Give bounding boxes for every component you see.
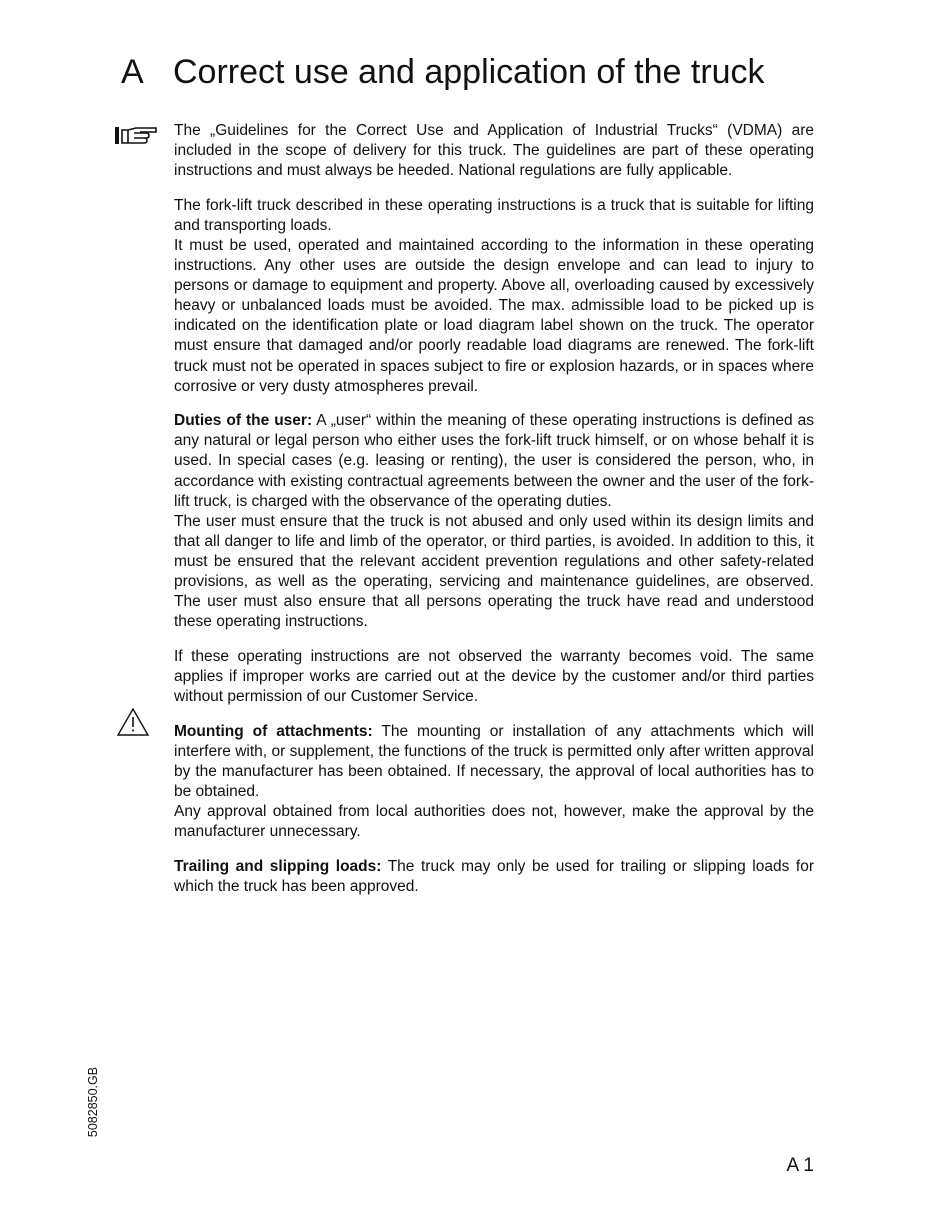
warning-triangle-icon [116, 707, 150, 737]
trailing-label: Trailing and slipping loads: [174, 857, 382, 875]
warranty-warning: If these operating instructions are not observed the warranty becomes void. The same applies if improper works are carried out at the device by the customer and/or third parties without permission of our Customer Service. [174, 647, 814, 705]
content-body [174, 121, 814, 897]
duties-label: Duties of the user: [174, 412, 313, 430]
mounting-paragraph [174, 722, 814, 802]
trailing-text: The truck may only be used for trailing or slipping loads for which the truck has been approved. [174, 857, 814, 895]
mounting-label: Mounting of attachments: [174, 722, 373, 740]
chapter-title: Correct use and application of the truck [173, 53, 765, 91]
page-number: A 1 [786, 1155, 814, 1176]
mounting-text: The mounting or installation of any attachments which will interfere with, or supplement, the functions of the truck is permitted only after written approval by the manufacturer has been obtained. If necessary, the approval of local authorities has to be obtained. [174, 722, 814, 800]
intended-use-paragraph: The fork-lift truck described in these operating instructions is a truck that is suitable for lifting and transporting loads. [174, 196, 814, 234]
trailing-paragraph [174, 857, 814, 897]
guidelines-note: The „Guidelines for the Correct Use and Application of Industrial Trucks“ (VDMA) are included in the scope of delivery for this truck. The guidelines are part of these operating instructions and must always be heeded. National regulations are fully applicable. [174, 122, 814, 180]
pointing-hand-icon [114, 124, 158, 148]
chapter-letter: A [121, 53, 144, 91]
duties-paragraph [174, 411, 814, 511]
page-title [121, 50, 881, 94]
approval-paragraph: Any approval obtained from local authorities does not, however, make the approval by the manufacturer unnecessary. [174, 802, 814, 840]
operation-paragraph: It must be used, operated and maintained according to the information in these operating instructions. Any other uses are outside the design envelope and can lead to injury to persons or damage to equipment and property. Above all, overloading caused by excessively heavy or unbalanced loads must be avoided. The max. admissible load to be picked up is indicated on the identification plate or load diagram label shown on the truck. The operator must ensure that damaged and/or poorly readable load diagrams are renewed. The fork-lift truck must not be operated in spaces subject to fire or explosion hazards, or in spaces where corrosive or very dusty atmospheres prevail. [174, 236, 814, 395]
duties-text: A „user“ within the meaning of these operating instructions is defined as any natural or legal person who either uses the fork-lift truck himself, or on whose behalf it is used. In special cases (e.g. leasing or renting), the user is considered the person, who, in accordance with existing contractual agreements between the owner and the user of the fork-lift truck, is charged with the observance of the operating duties. [174, 412, 814, 510]
user-obligations-paragraph: The user must ensure that the truck is not abused and only used within its design limits and that all danger to life and limb of the operator, or third parties, is avoided. In addition to this, it must be ensured that the relevant accident prevention regulations and other safety-related provisions, as well as the operating, servicing and maintenance guidelines, are observed. The user must also ensure that all persons operating the truck have read and understood these operating instructions. [174, 512, 814, 631]
document-number: 5082850.GB [86, 1066, 100, 1138]
